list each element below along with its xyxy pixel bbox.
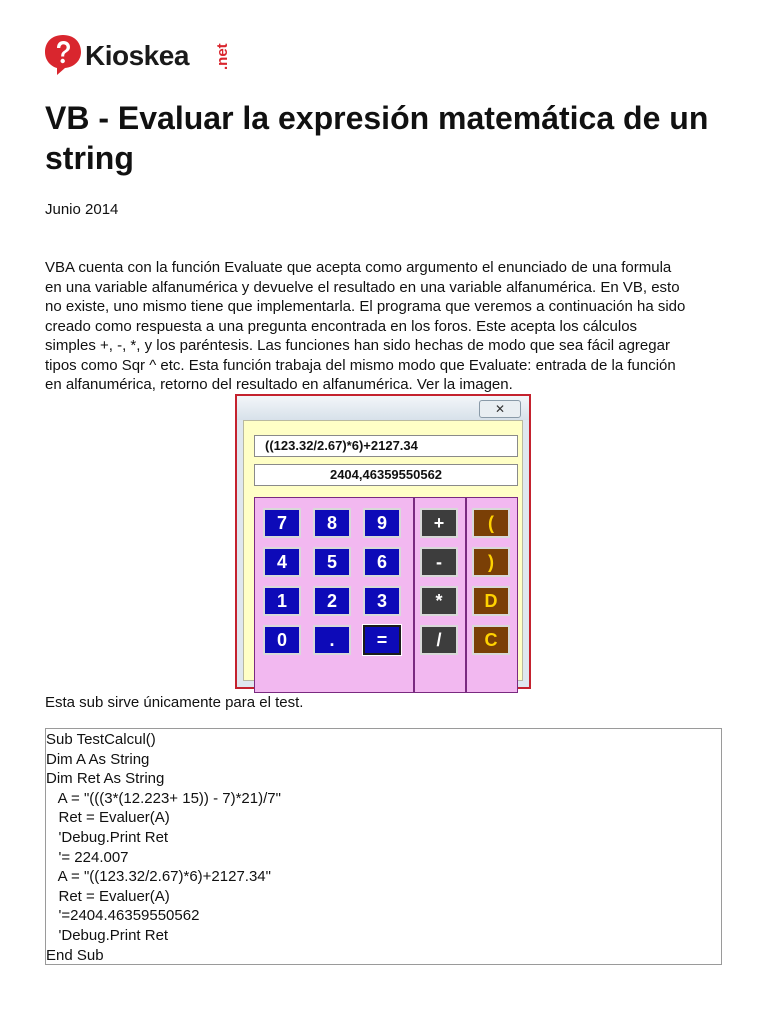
key-6: 6 (363, 547, 401, 577)
intro-line: no existe, uno mismo tiene que implementarla. El programa que veremos a continuación ha sido (45, 298, 686, 315)
calculator-body (243, 420, 523, 681)
code-line: 'Debug.Print Ret (46, 828, 169, 846)
key-5: 5 (313, 547, 351, 577)
calculator-result-field: 2404,46359550562 (254, 464, 518, 486)
question-bubble-icon (44, 34, 82, 76)
key-close-paren: ) (472, 547, 510, 577)
code-line: Sub TestCalcul() (46, 731, 156, 748)
intro-paragraph (45, 258, 745, 395)
code-line: A = "(((3*(12.223+ 15)) - 7)*21)/7" (46, 789, 281, 807)
key-equals: = (363, 625, 401, 655)
code-line: End Sub (46, 946, 104, 964)
calculator-window-image (235, 394, 531, 689)
key-0: 0 (263, 625, 301, 655)
logo-tld: .net (214, 43, 231, 70)
operator-pad (414, 497, 466, 693)
sub-note: Esta sub sirve únicamente para el test. (45, 694, 304, 711)
code-line: Ret = Evaluer(A) (46, 809, 170, 827)
code-line: '= 224.007 (46, 848, 129, 866)
intro-line: VBA cuenta con la función Evaluate que acepta como argumento el enunciado de una formula (45, 259, 672, 276)
key-4: 4 (263, 547, 301, 577)
calculator-input-field: ((123.32/2.67)*6)+2127.34 (254, 435, 518, 457)
function-pad (466, 497, 518, 693)
calculator-titlebar (237, 396, 529, 420)
key-open-paren: ( (472, 508, 510, 538)
intro-line: tipos como Sqr ^ etc. Esta función trabaja del mismo modo que Evaluate: entrada de la función (45, 356, 676, 374)
code-line: Dim Ret As String (46, 770, 165, 788)
number-pad (254, 497, 414, 693)
key-7: 7 (263, 508, 301, 538)
key-multiply: * (420, 586, 458, 616)
key-2: 2 (313, 586, 351, 616)
article-title: VB - Evaluar la expresión matemática de un string (45, 100, 709, 176)
code-line: '=2404.46359550562 (46, 907, 200, 925)
key-minus: - (420, 547, 458, 577)
code-line: A = "((123.32/2.67)*6)+2127.34" (46, 868, 271, 886)
code-line: 'Debug.Print Ret (46, 926, 169, 944)
article-date: Junio 2014 (45, 201, 119, 218)
key-9: 9 (363, 508, 401, 538)
code-line: Ret = Evaluer(A) (46, 887, 170, 905)
key-plus: + (420, 508, 458, 538)
code-block (45, 728, 722, 965)
key-clear: C (472, 625, 510, 655)
key-decimal: . (313, 625, 351, 655)
intro-line: en una variable alfanumérica y devuelve el resultado en una variable alfanumérica. En VB, esto (45, 278, 680, 296)
logo-wordmark: Kioskea (85, 40, 189, 71)
intro-line: simples +, -, *, y los paréntesis. Las funciones han sido hechas de modo que sea fácil agregar (45, 337, 670, 354)
key-delete: D (472, 586, 510, 616)
kioskea-logo[interactable] (44, 34, 231, 80)
key-8: 8 (313, 508, 351, 538)
key-divide: / (420, 625, 458, 655)
intro-line: en alfanumérica, retorno del resultado en alfanumérica. Ver la imagen. (45, 376, 513, 393)
key-1: 1 (263, 586, 301, 616)
intro-line: creado como respuesta a una pregunta encontrada en los foros. Este acepta los cálculos (45, 317, 638, 335)
code-line: Dim A As String (46, 750, 150, 768)
close-icon: ✕ (479, 400, 521, 418)
key-3: 3 (363, 586, 401, 616)
